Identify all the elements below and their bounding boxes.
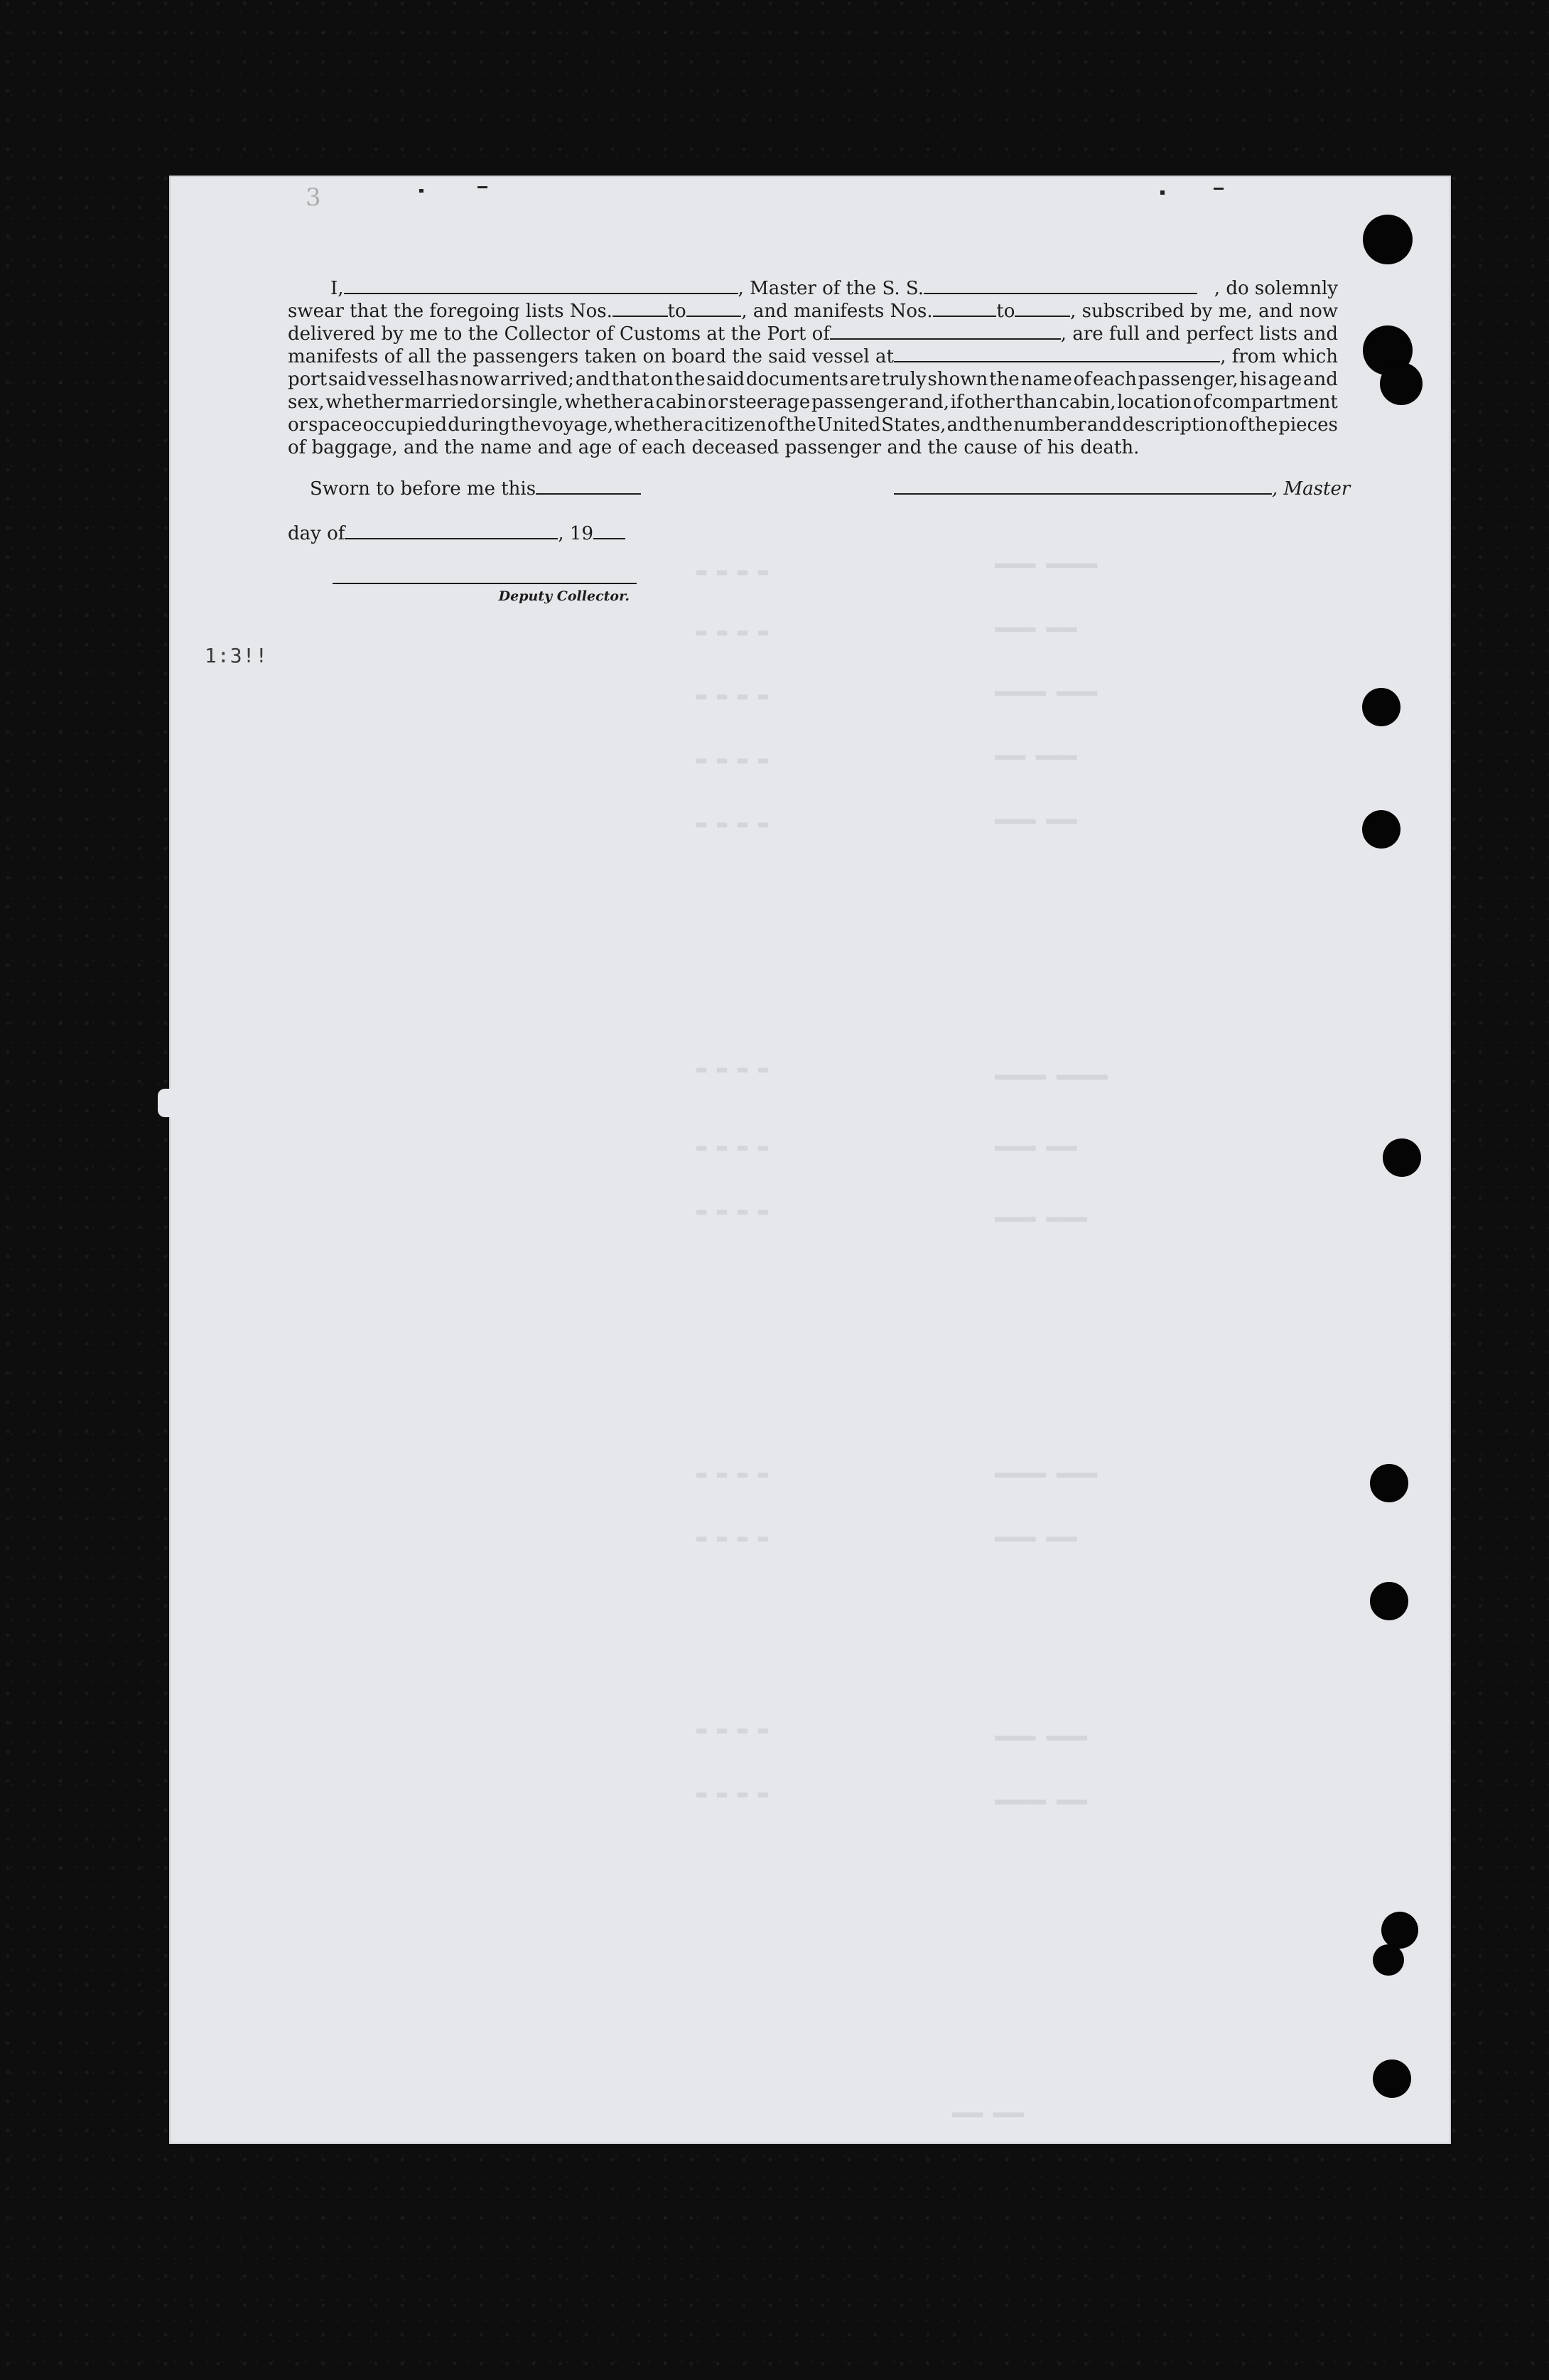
punch-hole [1383, 1138, 1421, 1177]
tick-mark [1214, 188, 1224, 190]
header-mark: 3 [306, 183, 321, 212]
oath-text: delivered by me to the Collector of Customs at the Port of [288, 323, 830, 345]
oath-line-3 [288, 323, 1338, 345]
punch-hole [1373, 2059, 1411, 2098]
oath-text: , subscribed by me, and now [1070, 301, 1338, 322]
port-blank [830, 323, 1061, 340]
sworn-label: Sworn to before me this [310, 478, 536, 500]
punch-hole [1370, 1582, 1408, 1620]
master-signature [894, 478, 1350, 500]
manifests-from-blank [933, 300, 997, 317]
manifests-to-blank [1015, 300, 1070, 317]
oath-line-6: sex, whether married or single, whether a cabin or steerage passenger and, if other than cabin, location of compartment [288, 392, 1338, 413]
tick-mark [419, 189, 423, 193]
punch-hole [1370, 1464, 1408, 1502]
punch-hole [1363, 215, 1413, 264]
paper-edge-chip [158, 1089, 172, 1117]
oath-line-4 [288, 345, 1338, 368]
master-label: , Master [1272, 478, 1351, 500]
tick-mark [1160, 190, 1165, 195]
master-signature-blank [894, 478, 1272, 495]
master-name-blank [344, 277, 738, 294]
document-page [169, 176, 1451, 2144]
month-blank [345, 522, 558, 539]
year-prefix: , 19 [558, 523, 593, 544]
date-line [288, 522, 625, 544]
oath-text: to [667, 301, 686, 322]
lists-to-blank [686, 300, 742, 317]
punch-hole [1373, 1944, 1404, 1976]
oath-line-7: or space occupied during the voyage, whether a citizen of the United States, and the number and description of the pieces [288, 414, 1338, 436]
oath-text: manifests of all the passengers taken on board the said vessel at [288, 346, 894, 367]
day-of-label: day of [288, 523, 345, 544]
number-stamp: 1:3!! [205, 644, 269, 667]
oath-text: , and manifests Nos. [741, 301, 933, 322]
sworn-statement [310, 478, 641, 500]
oath-text: , from which [1220, 346, 1338, 367]
year-blank [593, 522, 625, 539]
ship-name-blank [924, 277, 1197, 294]
master-oath-paragraph [288, 277, 1338, 459]
deputy-signature-line [333, 583, 637, 584]
oath-line-1 [288, 277, 1338, 300]
sworn-day-blank [536, 478, 641, 495]
oath-line-8: of baggage, and the name and age of each deceased passenger and the cause of his death. [288, 437, 1140, 458]
oath-line-2 [288, 300, 1338, 323]
punch-hole [1381, 1912, 1418, 1949]
punch-hole [1362, 688, 1400, 726]
oath-text: , are full and perfect lists and [1060, 323, 1338, 345]
oath-line-5: port said vessel has now arrived; and that on the said documents are truly shown the name of each passenger, his age and [288, 369, 1338, 390]
oath-text: , do solemnly [1214, 278, 1338, 299]
lists-from-blank [612, 300, 668, 317]
oath-text: , Master of the S. S. [738, 278, 924, 299]
tick-mark [477, 186, 487, 188]
punch-hole [1380, 362, 1423, 405]
punch-hole [1362, 810, 1400, 849]
oath-text: I, [330, 278, 344, 299]
deputy-collector-label: Deputy Collector. [498, 588, 630, 604]
departure-port-blank [894, 345, 1220, 362]
oath-text: to [996, 301, 1015, 322]
oath-text: swear that the foregoing lists Nos. [288, 301, 612, 322]
